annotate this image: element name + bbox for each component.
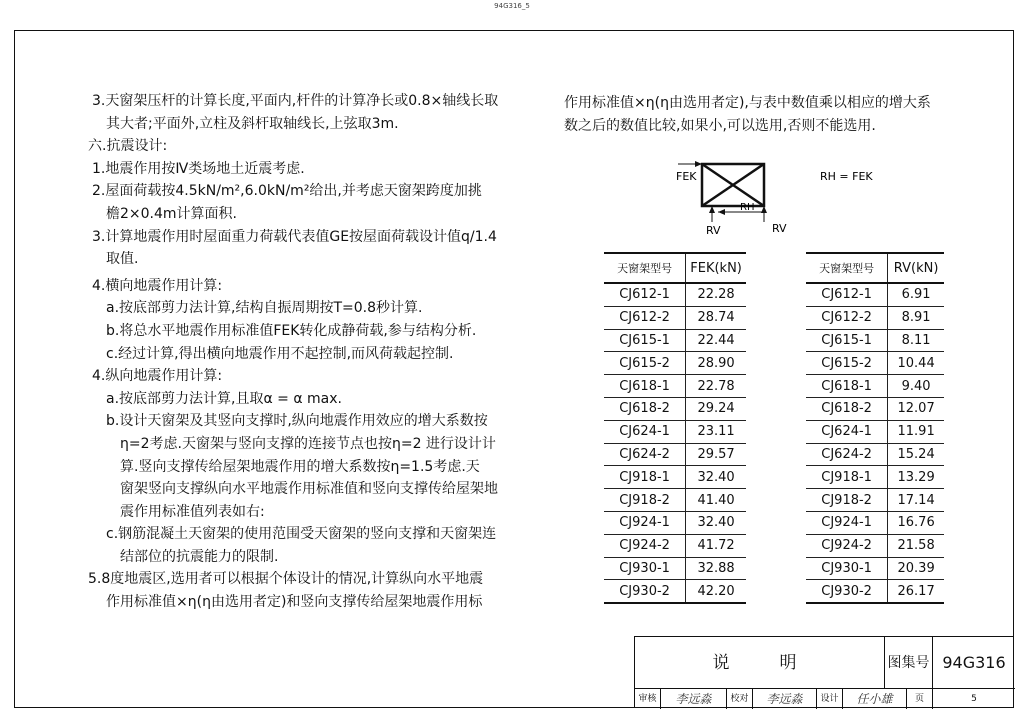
fek-type-cell: CJ615-1 [604, 329, 686, 352]
note-line: a.按底部剪力法计算,结构自振周期按T=0.8秒计算. [106, 300, 423, 317]
note-line: 4.纵向地震作用计算: [92, 368, 223, 385]
fek-type-cell: CJ918-1 [604, 466, 686, 489]
note-line: 4.横向地震作用计算: [92, 277, 223, 294]
rv-row [806, 375, 944, 398]
rv-row [806, 329, 944, 352]
rv-type-cell: CJ918-1 [806, 466, 888, 489]
rv-type-cell: CJ624-1 [806, 420, 888, 443]
fek-type-cell: CJ612-2 [604, 306, 686, 329]
note-line: b.将总水平地震作用标准值FEK转化成静荷载,参与结构分析. [106, 322, 477, 339]
rv-type-cell: CJ618-1 [806, 375, 888, 398]
label-rv-right: RV [772, 222, 787, 235]
note-line: 六.抗震设计: [88, 138, 168, 155]
note-line: 作用标准值×η(η由选用者定)和竖向支撑传给屋架地震作用标 [106, 594, 483, 611]
design-label: 设计 [817, 689, 843, 709]
note-line: 2.屋面荷载按4.5kN/m²,6.0kN/m²给出,并考虑天窗架跨度加挑 [92, 183, 482, 200]
note-line: c.钢筋混凝土天窗架的使用范围受天窗架的竖向支撑和天窗架连 [106, 526, 497, 543]
fek-col-value: FEK(kN) [686, 253, 746, 283]
note-line: 取值. [106, 251, 139, 268]
fek-type-cell: CJ924-1 [604, 511, 686, 534]
rv-value-cell: 12.07 [888, 397, 944, 420]
note-line: 1.地震作用按Ⅳ类场地土近震考虑. [92, 160, 305, 177]
rv-type-cell: CJ615-1 [806, 329, 888, 352]
fek-type-cell: CJ930-1 [604, 557, 686, 580]
fek-row [604, 352, 746, 375]
fek-col-type: 天窗架型号 [604, 253, 686, 283]
rv-row [806, 352, 944, 375]
rv-row [806, 557, 944, 580]
rv-type-cell: CJ924-1 [806, 511, 888, 534]
rv-value-cell: 15.24 [888, 443, 944, 466]
label-rh: RH [740, 202, 755, 213]
file-label: 94G316_5 [494, 2, 530, 10]
fek-row [604, 557, 746, 580]
rv-row [806, 420, 944, 443]
rv-type-cell: CJ924-2 [806, 534, 888, 557]
fek-value-cell: 29.24 [686, 397, 746, 420]
fek-row [604, 511, 746, 534]
fek-row [604, 580, 746, 603]
fek-row [604, 397, 746, 420]
fek-row [604, 534, 746, 557]
rv-value-cell: 21.58 [888, 534, 944, 557]
fek-value-cell: 41.40 [686, 489, 746, 512]
rv-row [806, 466, 944, 489]
note-line: 3.天窗架压杆的计算长度,平面内,杆件的计算净长或0.8×轴线长取 [92, 93, 499, 109]
rv-type-cell: CJ918-2 [806, 489, 888, 512]
rv-value-cell: 16.76 [888, 511, 944, 534]
rv-row [806, 534, 944, 557]
note-line: η=2考虑.天窗架与竖向支撑的连接节点也按η=2 进行设计计 [120, 435, 496, 452]
drawing-title: 说明 [635, 637, 885, 689]
note-line: 作用标准值×η(η由选用者定),与表中数值乘以相应的增大系 [564, 95, 931, 111]
note-line: 5.8度地震区,选用者可以根据个体设计的情况,计算纵向水平地震 [88, 571, 484, 588]
rv-type-cell: CJ930-1 [806, 557, 888, 580]
truss-frame [702, 164, 764, 206]
rv-value-cell: 20.39 [888, 557, 944, 580]
review-signature: 李远淼 [661, 689, 727, 709]
note-line: 震作用标准值列表如右: [120, 503, 265, 520]
fek-value-cell: 41.72 [686, 534, 746, 557]
fek-row [604, 306, 746, 329]
rv-row [806, 580, 944, 603]
fek-type-cell: CJ615-2 [604, 352, 686, 375]
title-block [634, 636, 1014, 708]
rv-value-cell: 13.29 [888, 466, 944, 489]
rv-table [806, 252, 944, 604]
fek-row [604, 375, 746, 398]
fek-row [604, 466, 746, 489]
rh-arrow-head [718, 209, 725, 215]
page-label: 页 [907, 689, 933, 709]
signature-row [635, 689, 1015, 709]
truss-diagram [660, 158, 890, 238]
set-value: 94G316 [933, 637, 1015, 689]
fek-value-cell: 32.40 [686, 511, 746, 534]
design-signature: 任小雄 [843, 689, 907, 709]
fek-value-cell: 32.88 [686, 557, 746, 580]
rv-type-cell: CJ930-2 [806, 580, 888, 603]
rv-type-cell: CJ615-2 [806, 352, 888, 375]
rv-value-cell: 8.11 [888, 329, 944, 352]
fek-row [604, 489, 746, 512]
rv-row [806, 489, 944, 512]
rv-value-cell: 9.40 [888, 375, 944, 398]
fek-value-cell: 28.90 [686, 352, 746, 375]
fek-type-cell: CJ612-1 [604, 283, 686, 306]
fek-value-cell: 28.74 [686, 306, 746, 329]
note-line: b.设计天窗架及其竖向支撑时,纵向地震作用效应的增大系数按 [106, 413, 488, 430]
note-line: 其大者;平面外,立柱及斜杆取轴线长,上弦取3m. [106, 115, 399, 132]
fek-type-cell: CJ624-1 [604, 420, 686, 443]
note-line: 3.计算地震作用时屋面重力荷载代表值GE按屋面荷载设计值q/1.4 [92, 228, 497, 245]
rv-type-cell: CJ612-1 [806, 283, 888, 306]
right-notes [564, 92, 974, 137]
rv-row [806, 511, 944, 534]
fek-value-cell: 23.11 [686, 420, 746, 443]
fek-type-cell: CJ918-2 [604, 489, 686, 512]
rv-row [806, 283, 944, 306]
rv-row [806, 306, 944, 329]
left-notes [88, 90, 512, 614]
fek-type-cell: CJ624-2 [604, 443, 686, 466]
note-line: 檐2×0.4m计算面积. [106, 205, 237, 222]
rv-row [806, 443, 944, 466]
rv-value-cell: 10.44 [888, 352, 944, 375]
note-line: c.经过计算,得出横向地震作用不起控制,而风荷载起控制. [106, 345, 454, 362]
fek-row [604, 283, 746, 306]
label-fek: FEK [676, 170, 697, 183]
rv-col-type: 天窗架型号 [806, 253, 888, 283]
fek-type-cell: CJ930-2 [604, 580, 686, 603]
check-signature: 李远淼 [753, 689, 817, 709]
fek-value-cell: 22.78 [686, 375, 746, 398]
note-line: 结部位的抗震能力的限制. [120, 548, 279, 565]
fek-value-cell: 42.20 [686, 580, 746, 603]
rv-value-cell: 8.91 [888, 306, 944, 329]
rv-col-value: RV(kN) [888, 253, 944, 283]
fek-value-cell: 22.44 [686, 329, 746, 352]
note-line: 数之后的数值比较,如果小,可以选用,否则不能选用. [564, 117, 876, 134]
fek-row [604, 420, 746, 443]
rv-value-cell: 17.14 [888, 489, 944, 512]
rv-type-cell: CJ618-2 [806, 397, 888, 420]
rv-value-cell: 6.91 [888, 283, 944, 306]
rv-value-cell: 26.17 [888, 580, 944, 603]
review-label: 审核 [635, 689, 661, 709]
fek-type-cell: CJ618-2 [604, 397, 686, 420]
set-label: 图集号 [885, 637, 933, 689]
fek-value-cell: 22.28 [686, 283, 746, 306]
label-rv-left: RV [706, 224, 721, 237]
note-line: a.按底部剪力法计算,且取α = α max. [106, 390, 342, 407]
rv-type-cell: CJ624-2 [806, 443, 888, 466]
fek-row [604, 329, 746, 352]
fek-type-cell: CJ924-2 [604, 534, 686, 557]
check-label: 校对 [727, 689, 753, 709]
note-line: 算.竖向支撑传给屋架地震作用的增大系数按η=1.5考虑.天 [120, 458, 480, 475]
fek-table [604, 252, 746, 604]
page-number: 5 [971, 694, 977, 704]
rv-type-cell: CJ612-2 [806, 306, 888, 329]
fek-value-cell: 29.57 [686, 443, 746, 466]
fek-row [604, 443, 746, 466]
rv-value-cell: 11.91 [888, 420, 944, 443]
fek-value-cell: 32.40 [686, 466, 746, 489]
rv-row [806, 397, 944, 420]
fek-type-cell: CJ618-1 [604, 375, 686, 398]
equation-label: RH = FEK [820, 170, 873, 183]
note-line: 窗架竖向支撑纵向水平地震作用标准值和竖向支撑传给屋架地 [120, 481, 498, 498]
